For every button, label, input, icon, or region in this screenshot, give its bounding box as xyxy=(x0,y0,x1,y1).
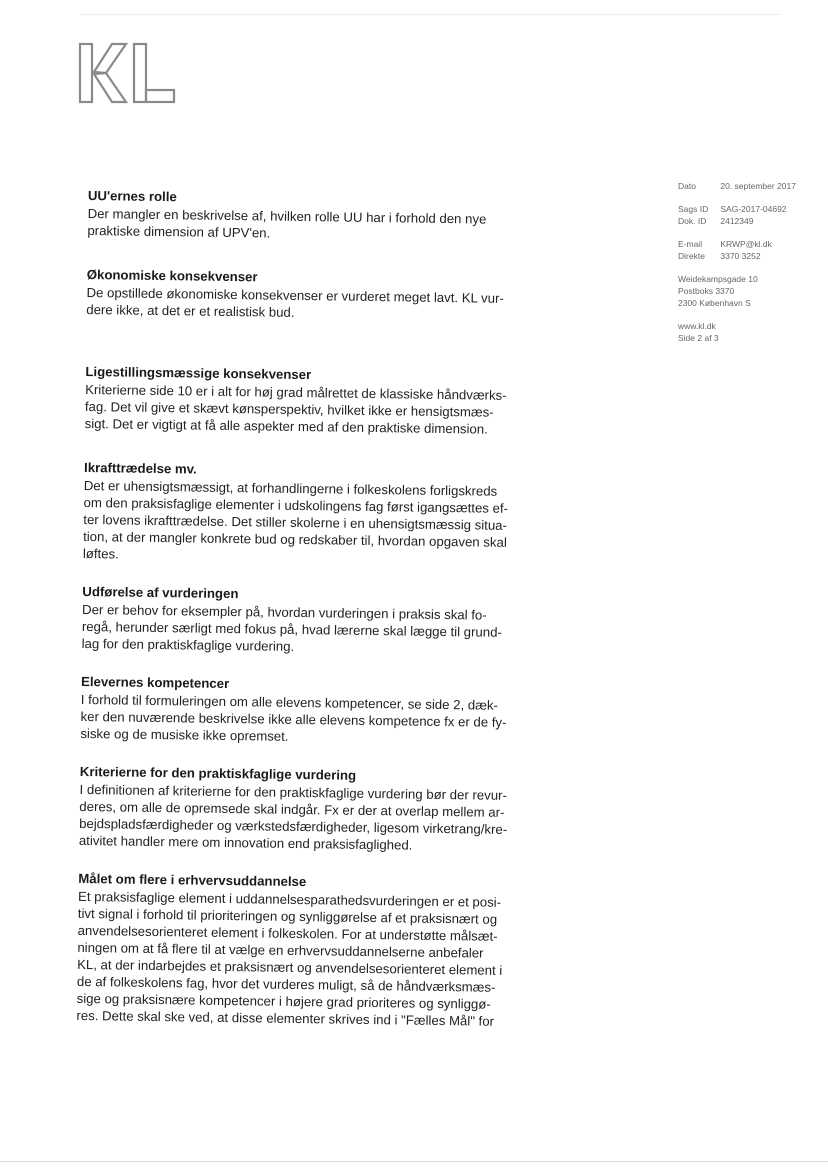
section-udfoerelse xyxy=(82,584,553,659)
section-heading: Elevernes kompetencer xyxy=(81,673,230,692)
section-body: Der mangler en beskrivelse af, hvilken rolle UU har i forhold den nye praktiske dimension af UPV'en. xyxy=(87,205,487,241)
date-group xyxy=(678,180,818,192)
sags-id-value: SAG-2017-04692 xyxy=(720,204,787,214)
section-heading: Ligestillingsmæssige konsekvenser xyxy=(85,363,312,383)
address-line-2: Postboks 3370 xyxy=(678,286,735,296)
section-heading: Udførelse af vurderingen xyxy=(82,583,239,602)
section-oekonomiske-konsekvenser xyxy=(86,267,557,325)
direkte-value: 3370 3252 xyxy=(720,251,761,261)
dok-id-label: Dok. ID xyxy=(678,216,707,226)
document-metadata xyxy=(678,180,818,355)
section-ikrafttraedelse xyxy=(83,460,554,569)
email-label: E-mail xyxy=(678,239,703,249)
top-scan-line xyxy=(80,14,780,15)
address-group xyxy=(678,273,818,309)
section-heading: UU'ernes rolle xyxy=(87,188,177,205)
section-ligestilling xyxy=(85,364,556,439)
email-value: KRWP@kl.dk xyxy=(720,239,772,249)
section-body: I definitionen af kriterierne for den praktiskfaglige vurdering bør der revur- deres, om alle de opremsede skal indgår. Fx er der at overlap mellem ar- bejdspladsfærdigheder og værkstedsfærdigheder, ligesom virketrang/kre- ativitet handler mere om innovation end praksisfaglighed. xyxy=(78,781,508,853)
section-body: Det er uhensigtsmæssigt, at forhandlingerne i folkeskolens forligskreds om den praksisfaglige elementer i udskolingens fag først igangsættes ef- ter lovens ikrafttrædelse. Det stiller skolerne i en uhensigtsmæssig situa- tion, at der mangler konkrete bud og redskaber til, hvordan opgaven skal løftes. xyxy=(82,477,509,562)
address-line-1: Weidekampsgade 10 xyxy=(678,274,758,284)
date-label: Dato xyxy=(678,181,696,191)
kl-logo xyxy=(78,40,178,106)
bottom-scan-line xyxy=(0,1161,828,1162)
dok-id-value: 2412349 xyxy=(720,216,754,226)
section-body: Der er behov for eksempler på, hvordan vurderingen i praksis skal fo- regå, herunder særligt med fokus på, hvad lærerne skal lægge til grund- lag for den praktiskfaglige vurdering. xyxy=(81,601,502,654)
website: www.kl.dk xyxy=(678,321,716,331)
section-body: I forhold til formuleringen om alle elevens kompetencer, se side 2, dæk- ker den nuværende beskrivelse ikke alle elevens kompetence fx er de fy- siske og de musiske ikke opremset. xyxy=(80,691,507,744)
section-elevernes-kompetencer xyxy=(80,674,551,749)
web-group xyxy=(678,320,818,344)
id-group xyxy=(678,203,818,227)
letter-body xyxy=(76,188,558,1052)
section-heading: Økonomiske konsekvenser xyxy=(86,266,258,285)
section-maalet xyxy=(76,871,548,1031)
section-heading: Målet om flere i erhvervsuddannelse xyxy=(78,870,307,890)
section-kriterierne xyxy=(79,764,550,856)
address-line-3: 2300 København S xyxy=(678,298,751,308)
contact-group xyxy=(678,238,818,262)
section-uu-rolle xyxy=(87,188,558,246)
section-body: De opstillede økonomiske konsekvenser er vurderet meget lavt. KL vur- dere ikke, at det er et realistisk bud. xyxy=(86,284,504,320)
section-heading: Kriterierne for den praktiskfaglige vurdering xyxy=(79,763,357,783)
section-heading: Ikrafttrædelse mv. xyxy=(83,459,197,477)
page-number: Side 2 af 3 xyxy=(678,333,719,343)
section-body: Et praksisfaglige element i uddannelsesparathedsvurderingen er et posi- tivt signal i forhold til prioriteringen og synliggørelse af et praksisnært og anvendelsesorienteret element i folkeskolen. For at understøtte målsæt- ningen om at få flere til at vælge en erhvervsuddannelserne anbefaler KL, at der indarbejdes et praksisnært og anvendelsesorienteret element i de af folkeskolens fag, hvor det vurderes muligt, så de håndværksmæs- sige og praksisnære kompetencer i højere grad prioriteres og synliggø- res. Dette skal ske ved, at disse elementer skrives ind i "Fælles Mål" for xyxy=(76,888,503,1029)
sags-id-label: Sags ID xyxy=(678,204,709,214)
section-body: Kriterierne side 10 er i alt for høj grad målrettet de klassiske håndværks- fag. Det vil give et skævt kønsperspektiv, hvilket ikke er hensigtsmæs- sigt. Det er vigtigt at få alle aspekter med af den praktiske dimension. xyxy=(84,381,507,437)
date-value: 20. september 2017 xyxy=(720,181,796,191)
direkte-label: Direkte xyxy=(678,251,705,261)
